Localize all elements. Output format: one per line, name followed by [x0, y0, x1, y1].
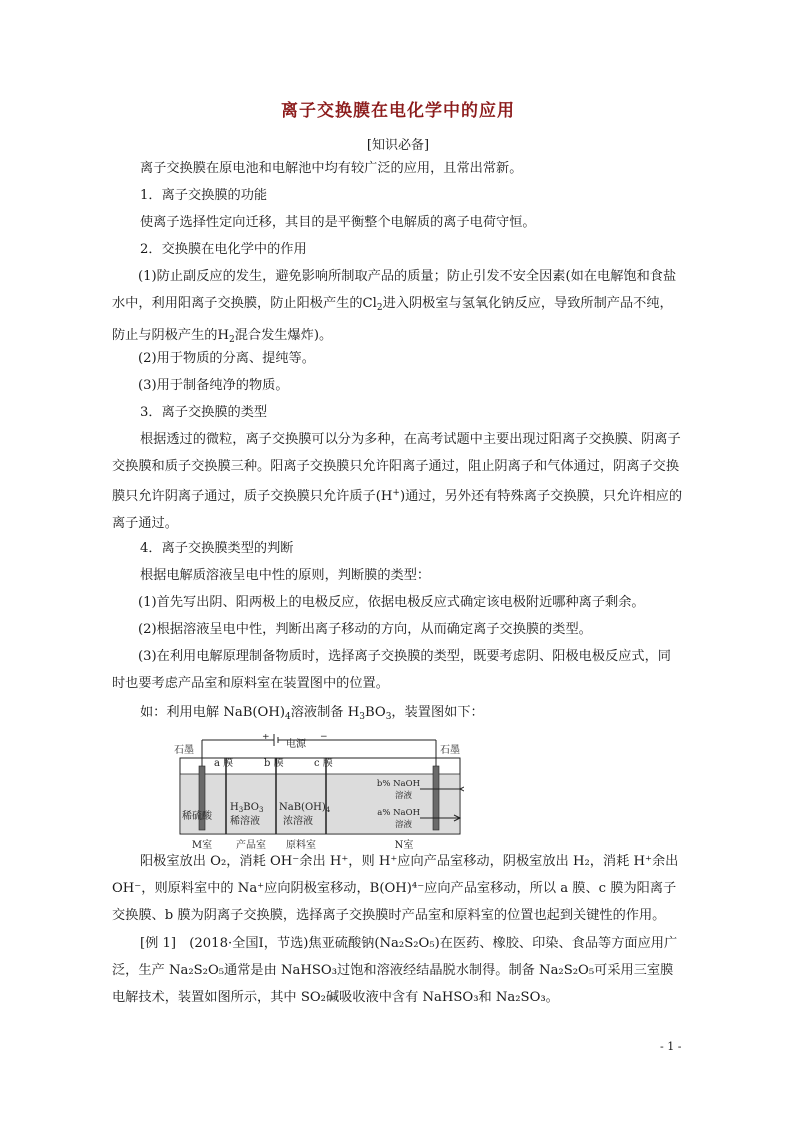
- section-2-point-3: (3)用于制备纯净的物质。: [138, 378, 289, 393]
- right-graphite-electrode: [433, 766, 439, 830]
- outlet-solution-suffix: 溶液: [394, 791, 412, 801]
- section-4-intro: 根据电解质溶液呈电中性的原则，判断膜的类型：: [140, 568, 431, 583]
- right-electrode-label: 石墨: [440, 745, 460, 756]
- product-solution-formula: $H_3BO_3$: [230, 802, 264, 814]
- room-label-raw: 原料室: [286, 840, 316, 851]
- section-4-point-1: (1)首先写出阴、阳两极上的电极反应，依据电极反应式确定该电极附近哪种离子剩余。: [138, 595, 645, 610]
- membrane-c-label: c 膜: [314, 758, 333, 769]
- power-minus-sign: −: [320, 734, 328, 742]
- section-3-text: 根据透过的微粒，离子交换膜可以分为多种，在高考试题中主要出现过阳离子交换膜、阴离子交换膜和质子交换膜三种。阳离子交换膜只允许阳离子通过，阻止阴离子和气体通过，阴离子交换膜只允许阴离子通过，质子交换膜只允许质子(H+)通过，另外还有特殊离子交换膜，只允许相应的离子通过。: [112, 432, 683, 531]
- section-2-point-1: (1)防止副反应的发生，避免影响所制取产品的质量；防止引发不安全因素(如在电解饱和食盐水中，利用阳离子交换膜，防止阳极产生的$Cl_2$进入阴极室与氢氧化钠反应，导致所制产品不纯，防止与阴极产生的$H_2$混合发生爆炸)。: [112, 269, 677, 345]
- section-1-heading: 1．离子交换膜的功能: [140, 188, 268, 203]
- electrolysis-diagram: [174, 734, 464, 852]
- m-room-solution: 稀硫酸: [182, 811, 212, 822]
- left-electrode-label: 石墨: [174, 745, 194, 756]
- inlet-solution-suffix: 溶液: [394, 820, 412, 830]
- product-solution-note: 稀溶液: [230, 816, 260, 827]
- membrane-b-label: b 膜: [264, 758, 284, 769]
- page-number: - 1 -: [660, 1040, 682, 1053]
- section-subtitle: [知识必备]: [366, 138, 430, 153]
- example-intro: 如：利用电解 $NaB(OH)_4$溶液制备 $H_3BO_3$，装置图如下：: [140, 705, 484, 722]
- analysis-paragraph: 阳极室放出 O₂，消耗 OH⁻余出 H⁺，则 H⁺应向产品室移动，阴极室放出 H₂，消耗 H⁺余出 OH⁻，则原料室中的 Na⁺应向阴极室移动，B(OH)⁴⁻应向产品室移动，所以 a 膜、c 膜为阳离子交换膜、b 膜为阴离子交换膜，选择离子交换膜时产品室和原料室的位置也起到关键性的作用。: [112, 854, 679, 923]
- section-4-point-2: (2)根据溶液呈电中性，判断出离子移动的方向，从而确定离子交换膜的类型。: [138, 622, 592, 637]
- power-plus-sign: +: [262, 734, 270, 742]
- example-1-paragraph: [例 1] (2018·全国Ⅰ，节选)焦亚硫酸钠(Na₂S₂O₅)在医药、橡胶、印染、食品等方面应用广泛，生产 Na₂S₂O₅通常是由 NaHSO₃过饱和溶液经结晶脱水制得。制备 Na₂S₂O₅可采用三室膜电解技术，装置如图所示，其中 SO₂碱吸收液中含有 NaHSO₃和 Na₂SO₃。: [112, 936, 678, 1005]
- section-2-heading: 2．交换膜在电化学中的作用: [140, 242, 307, 257]
- room-label-product: 产品室: [236, 840, 266, 851]
- intro-paragraph: 离子交换膜在原电池和电解池中均有较广泛的应用，且常出常新。: [140, 161, 523, 176]
- section-4-heading: 4．离子交换膜类型的判断: [140, 541, 294, 556]
- inlet-solution-name: a% NaOH: [377, 808, 420, 818]
- power-label: 电源: [286, 739, 306, 750]
- section-1-text: 使离子选择性定向迁移，其目的是平衡整个电解质的离子电荷守恒。: [140, 215, 536, 230]
- raw-solution-formula: $NaB(OH)_4$: [279, 802, 331, 814]
- section-3-heading: 3．离子交换膜的类型: [140, 405, 268, 420]
- page-title: 离子交换膜在电化学中的应用: [281, 101, 515, 121]
- outlet-solution-name: b% NaOH: [376, 779, 420, 789]
- section-2-point-2: (2)用于物质的分离、提纯等。: [138, 351, 315, 366]
- membrane-a-label: a 膜: [214, 758, 234, 769]
- section-4-point-3: (3)在利用电解原理制备物质时，选择离子交换膜的类型，既要考虑阴、阳极电极反应式，同时也要考虑产品室和原料室在装置图中的位置。: [112, 649, 671, 691]
- room-label-m: M室: [191, 840, 213, 851]
- room-label-n: N室: [394, 840, 414, 851]
- raw-solution-note: 浓溶液: [283, 816, 313, 827]
